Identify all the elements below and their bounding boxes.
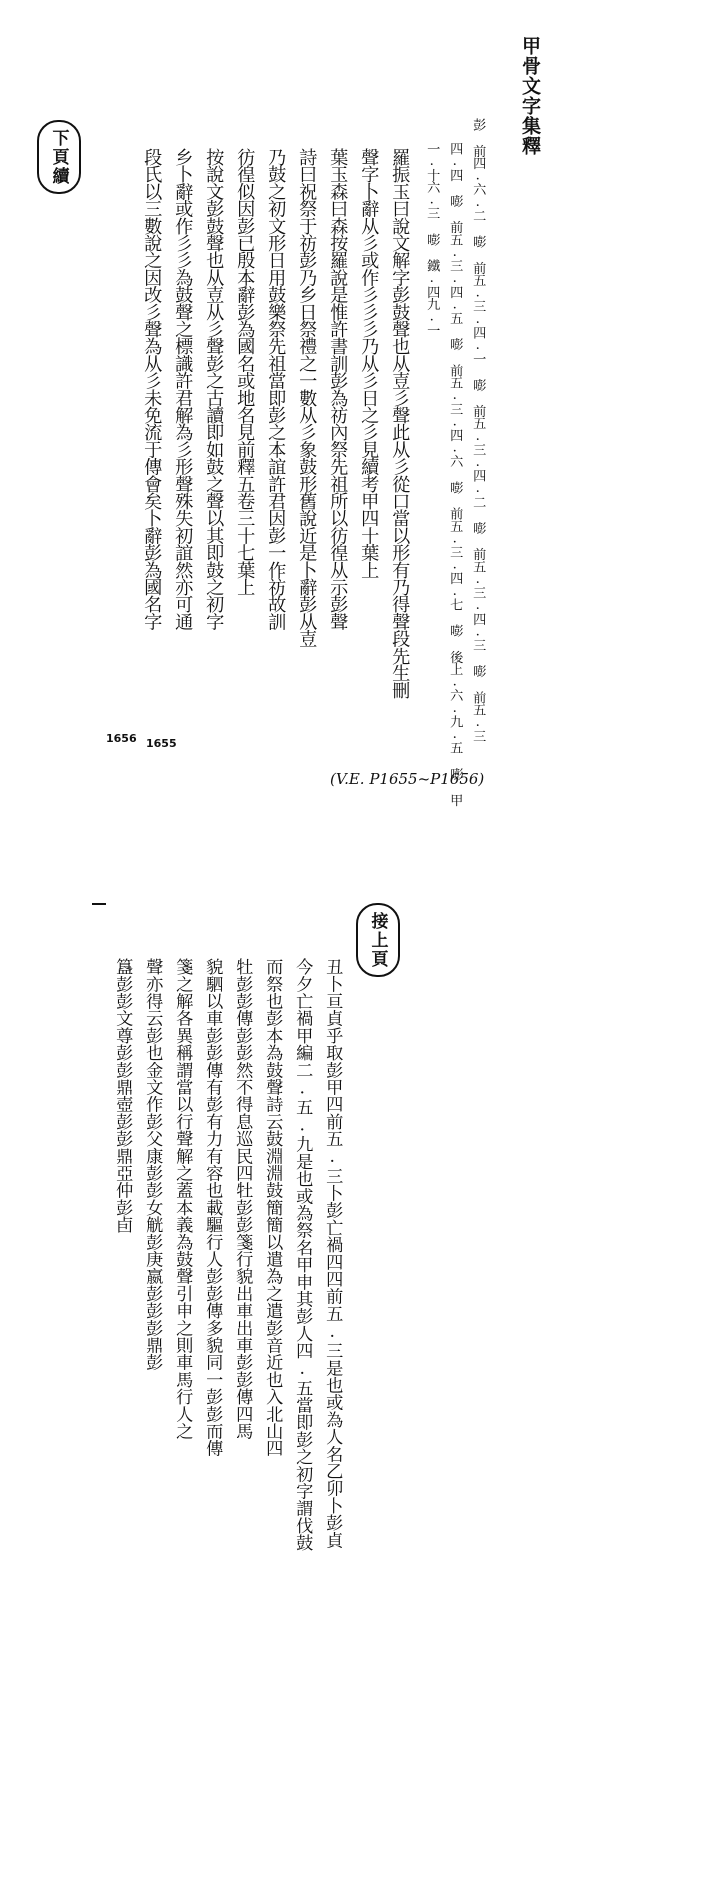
lower-body-line-2: 今夕亡禍甲編二.五.九是也或為祭名甲申其彭人四.五當即彭之初字謂伐鼓	[292, 958, 313, 1552]
page-range-annotation: (V.E. P1655~P1656)	[330, 770, 485, 788]
upper-body-line-8: 乡卜辭或作彡彡為鼓聲之標識許君解為彡形聲殊失初誼然亦可通	[172, 148, 194, 630]
continued-from-previous-label: 接上頁	[367, 911, 388, 969]
upper-body-line-9: 段氏以三數說之因改彡聲為从彡未免流于傳會矣卜辭彭為國名字	[141, 148, 163, 630]
continued-from-previous-badge	[356, 903, 400, 977]
lower-body-line-1: 丑卜亘貞乎取彭甲四前五.三卜彭亡禍四四前五.三是也或為人名乙卯卜彭貞	[322, 958, 343, 1549]
upper-body-line-7: 按說文彭鼓聲也从壴从彡聲彭之古讀即如鼓之聲以其即鼓之初字	[203, 148, 225, 630]
upper-body-line-3: 葉玉森曰森按羅說是惟許書訓彭為祊內祭先祖所以彷徨从示彭聲	[327, 148, 349, 630]
upper-body-line-5: 乃鼓之初文形日用鼓樂祭先祖當即彭之本誼許君因彭一作祊故訓	[265, 148, 287, 630]
separator-dash	[92, 903, 106, 905]
upper-body-line-1: 羅振玉曰說文解字彭鼓聲也从壴彡聲此从彡從口當以形有乃得聲段先生刪	[389, 148, 411, 699]
page-number-left: 1656	[106, 732, 137, 745]
upper-body-line-2: 聲字卜辭从彡或作彡彡彡乃从彡日之彡見續考甲四十葉上	[358, 148, 380, 578]
lower-body-line-3: 而祭也彭本為鼓聲詩云鼓淵淵鼓簡簡以遣為之遣彭音近也入北山四	[262, 958, 283, 1457]
lower-body-line-4: 牡彭彭傳彭彭然不得息巡民四牡彭彭箋行貌出車出車彭彭傳四馬	[232, 958, 253, 1440]
page-number-right: 1655	[146, 737, 177, 750]
upper-body-line-4: 詩曰祝祭于祊彭乃乡日祭禮之一數从彡象鼓形舊說近是卜辭彭从壴	[296, 148, 318, 647]
lower-body-line-5: 貌駟以車彭彭傳有彭有力有容也載驅行人彭彭傳多貌同一彭彭而傳	[202, 958, 223, 1457]
entry-line-2: 四.四 嘭 前五.三.四.五 嘭 前五.三.四.六 嘭 前五.三.四.七 嘭 後上.六.九.五 嘭 甲	[447, 142, 463, 806]
entry-line-3: 一.十六.三 嘭 鐵.四九.一	[424, 142, 440, 336]
continued-next-page-badge	[37, 120, 81, 194]
lower-body-line-7: 聲亦得云彭也金文作彭父康彭彭女觥彭庚嬴彭彭彭鼎彭	[142, 958, 163, 1371]
lower-body-line-8: 簋彭彭文尊彭彭鼎壺彭彭鼎亞仲彭卣	[112, 958, 133, 1234]
continued-next-page-label: 下頁續	[48, 128, 69, 186]
entry-line-1: 彭 前四.六.二 嘭 前五.三.四.一 嘭 前五.三.四.二 嘭 前五.三.四.三 嘭 前五.三	[470, 118, 486, 742]
lower-body-line-6: 箋之解各異稱謂當以行聲解之蓋本義為鼓聲引申之則車馬行人之	[172, 958, 193, 1440]
book-title: 甲骨文字集釋	[519, 36, 541, 156]
upper-body-line-6: 彷徨似因彭已殷本辭彭為國名或地名見前釋五卷三十七葉上	[234, 148, 256, 596]
